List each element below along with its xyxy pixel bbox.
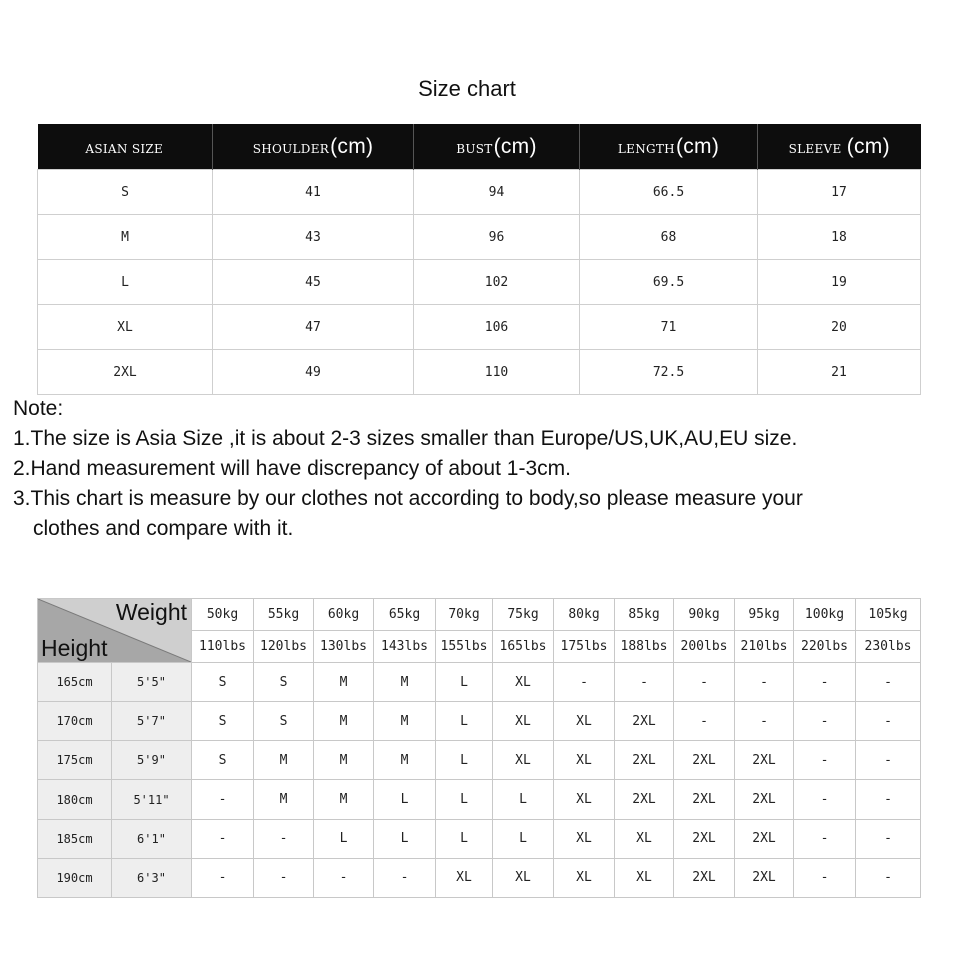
recommended-size-cell: M (254, 780, 314, 819)
recommended-size-cell: XL (554, 741, 615, 780)
size-table-cell: 68 (580, 215, 758, 260)
height-cm-label: 190cm (38, 858, 112, 897)
size-table-cell: 17 (758, 170, 921, 215)
note-line-3-continued: clothes and compare with it. (33, 517, 294, 540)
size-table-cell: 43 (213, 215, 414, 260)
recommended-size-cell: - (856, 663, 921, 702)
size-table-cell: 21 (758, 350, 921, 395)
size-table-cell: 102 (414, 260, 580, 305)
size-col-header (580, 124, 758, 170)
weight-lbs-header: 220lbs (794, 631, 856, 663)
notes-section (13, 394, 958, 544)
size-table-cell: 18 (758, 215, 921, 260)
size-col-header-unit: (cm) (846, 134, 890, 158)
weight-lbs-header: 175lbs (554, 631, 615, 663)
recommended-size-cell: XL (615, 819, 674, 858)
height-ft-label: 5'5" (112, 663, 192, 702)
size-table-cell: XL (38, 305, 213, 350)
size-col-header-label: SHOULDER (252, 141, 330, 156)
size-col-header (213, 124, 414, 170)
size-measurement-table (37, 124, 921, 395)
recommended-size-cell: - (674, 663, 735, 702)
recommended-size-cell: 2XL (674, 741, 735, 780)
size-table-header-row (38, 124, 921, 170)
height-cm-label: 170cm (38, 702, 112, 741)
size-table-cell: 71 (580, 305, 758, 350)
recommended-size-cell: - (192, 780, 254, 819)
recommended-size-cell: - (794, 663, 856, 702)
recommended-size-cell: S (192, 741, 254, 780)
size-table-cell: 49 (213, 350, 414, 395)
recommended-size-cell: XL (493, 858, 554, 897)
recommended-size-cell: L (436, 702, 493, 741)
weight-axis-label: Weight (115, 599, 187, 625)
recommended-size-cell: 2XL (735, 780, 794, 819)
recommended-size-cell: S (254, 702, 314, 741)
recommended-size-cell: L (436, 663, 493, 702)
size-table-cell: 41 (213, 170, 414, 215)
size-table-cell: M (38, 215, 213, 260)
recommended-size-cell: XL (554, 858, 615, 897)
recommended-size-cell: L (436, 780, 493, 819)
height-cm-label: 165cm (38, 663, 112, 702)
recommended-size-cell: - (856, 819, 921, 858)
recommended-size-cell: S (192, 663, 254, 702)
recommended-size-cell: 2XL (615, 780, 674, 819)
recommended-size-cell: XL (493, 702, 554, 741)
recommended-size-cell: - (254, 858, 314, 897)
weight-kg-header: 95kg (735, 599, 794, 631)
size-col-header-unit: (cm) (675, 134, 720, 158)
recommended-size-cell: S (254, 663, 314, 702)
recommended-size-cell: 2XL (674, 819, 735, 858)
recommended-size-cell: M (374, 663, 436, 702)
weight-lbs-header: 143lbs (374, 631, 436, 663)
recommended-size-cell: M (314, 741, 374, 780)
notes-heading: Note: (13, 397, 64, 420)
height-row (38, 663, 921, 702)
recommended-size-cell: - (254, 819, 314, 858)
height-ft-label: 5'11" (112, 780, 192, 819)
size-col-header (758, 124, 921, 170)
size-table-row (38, 350, 921, 395)
recommended-size-cell: M (314, 780, 374, 819)
weight-kg-header: 90kg (674, 599, 735, 631)
weight-lbs-header: 210lbs (735, 631, 794, 663)
recommended-size-cell: - (192, 819, 254, 858)
recommended-size-cell: - (374, 858, 436, 897)
size-table-cell: 72.5 (580, 350, 758, 395)
recommended-size-cell: L (436, 819, 493, 858)
recommended-size-cell: L (374, 819, 436, 858)
recommended-size-cell: - (674, 702, 735, 741)
recommended-size-cell: L (493, 819, 554, 858)
recommended-size-cell: XL (554, 780, 615, 819)
height-row (38, 858, 921, 897)
recommended-size-cell: M (254, 741, 314, 780)
size-table-cell: 94 (414, 170, 580, 215)
note-line-2: 2.Hand measurement will have discrepancy of about 1-3cm. (13, 457, 571, 480)
recommended-size-cell: 2XL (615, 741, 674, 780)
recommended-size-cell: - (856, 858, 921, 897)
weight-kg-header: 55kg (254, 599, 314, 631)
recommended-size-cell: - (615, 663, 674, 702)
size-col-header-label: SLEEVE (788, 141, 846, 156)
weight-kg-header: 75kg (493, 599, 554, 631)
recommended-size-cell: L (374, 780, 436, 819)
recommended-size-cell: M (374, 741, 436, 780)
size-table-cell: 2XL (38, 350, 213, 395)
weight-height-table (37, 598, 921, 898)
recommended-size-cell: - (794, 702, 856, 741)
note-line-3: 3.This chart is measure by our clothes not according to body,so please measure your (13, 487, 803, 510)
weight-lbs-header: 188lbs (615, 631, 674, 663)
recommended-size-cell: XL (615, 858, 674, 897)
size-table-cell: 19 (758, 260, 921, 305)
recommended-size-cell: XL (554, 702, 615, 741)
size-table-cell: 66.5 (580, 170, 758, 215)
recommended-size-cell: 2XL (735, 858, 794, 897)
weight-lbs-header: 130lbs (314, 631, 374, 663)
recommended-size-cell: - (856, 702, 921, 741)
recommended-size-cell: - (856, 741, 921, 780)
weight-kg-header: 60kg (314, 599, 374, 631)
weight-kg-header: 65kg (374, 599, 436, 631)
weight-kg-header: 70kg (436, 599, 493, 631)
weight-kg-header: 50kg (192, 599, 254, 631)
size-table-cell: 20 (758, 305, 921, 350)
recommended-size-cell: M (374, 702, 436, 741)
size-table-cell: 45 (213, 260, 414, 305)
size-col-header-label: LENGTH (617, 141, 675, 156)
height-ft-label: 6'1" (112, 819, 192, 858)
weight-kg-header: 80kg (554, 599, 615, 631)
weight-lbs-header: 110lbs (192, 631, 254, 663)
size-col-header-label: BUST (456, 141, 493, 156)
height-cm-label: 175cm (38, 741, 112, 780)
size-table-cell: 69.5 (580, 260, 758, 305)
height-row (38, 780, 921, 819)
recommended-size-cell: XL (493, 741, 554, 780)
recommended-size-cell: XL (436, 858, 493, 897)
weight-height-corner-cell (38, 599, 192, 663)
size-col-header-unit: (cm) (493, 134, 537, 158)
size-table-row (38, 215, 921, 260)
height-ft-label: 5'9" (112, 741, 192, 780)
height-ft-label: 5'7" (112, 702, 192, 741)
height-ft-label: 6'3" (112, 858, 192, 897)
size-table-cell: L (38, 260, 213, 305)
recommended-size-cell: - (794, 780, 856, 819)
weight-lbs-header: 155lbs (436, 631, 493, 663)
recommended-size-cell: - (856, 780, 921, 819)
size-table-cell: 106 (414, 305, 580, 350)
height-row (38, 702, 921, 741)
size-col-header (414, 124, 580, 170)
height-axis-label: Height (41, 635, 108, 661)
weight-kg-header: 105kg (856, 599, 921, 631)
height-row (38, 741, 921, 780)
recommended-size-cell: 2XL (735, 819, 794, 858)
size-chart-title: Size chart (418, 76, 516, 101)
note-line-1: 1.The size is Asia Size ,it is about 2-3 sizes smaller than Europe/US,UK,AU,EU size. (13, 427, 798, 450)
recommended-size-cell: - (314, 858, 374, 897)
recommended-size-cell: 2XL (674, 780, 735, 819)
recommended-size-cell: - (735, 663, 794, 702)
weight-lbs-header: 200lbs (674, 631, 735, 663)
size-col-header-label: ASIAN SIZE (85, 141, 164, 156)
size-table-row (38, 170, 921, 215)
recommended-size-cell: S (192, 702, 254, 741)
recommended-size-cell: 2XL (735, 741, 794, 780)
size-table-cell: S (38, 170, 213, 215)
weight-kg-header: 85kg (615, 599, 674, 631)
size-table-row (38, 260, 921, 305)
size-table-row (38, 305, 921, 350)
height-cm-label: 185cm (38, 819, 112, 858)
recommended-size-cell: - (794, 741, 856, 780)
size-table-body (38, 170, 921, 395)
recommended-size-cell: L (314, 819, 374, 858)
recommended-size-cell: L (436, 741, 493, 780)
weight-lbs-header: 230lbs (856, 631, 921, 663)
recommended-size-cell: L (493, 780, 554, 819)
recommended-size-cell: XL (493, 663, 554, 702)
size-table-cell: 110 (414, 350, 580, 395)
size-col-header-unit: (cm) (330, 134, 374, 158)
recommended-size-cell: XL (554, 819, 615, 858)
weight-lbs-header: 165lbs (493, 631, 554, 663)
weight-lbs-header: 120lbs (254, 631, 314, 663)
recommended-size-cell: - (794, 819, 856, 858)
recommended-size-cell: - (794, 858, 856, 897)
recommended-size-cell: 2XL (615, 702, 674, 741)
height-row (38, 819, 921, 858)
recommended-size-cell: M (314, 663, 374, 702)
size-col-header (38, 124, 213, 170)
weight-kg-header: 100kg (794, 599, 856, 631)
recommended-size-cell: - (554, 663, 615, 702)
recommended-size-cell: - (735, 702, 794, 741)
recommended-size-cell: M (314, 702, 374, 741)
recommended-size-cell: 2XL (674, 858, 735, 897)
size-table-cell: 47 (213, 305, 414, 350)
size-table-cell: 96 (414, 215, 580, 260)
recommended-size-cell: - (192, 858, 254, 897)
height-cm-label: 180cm (38, 780, 112, 819)
